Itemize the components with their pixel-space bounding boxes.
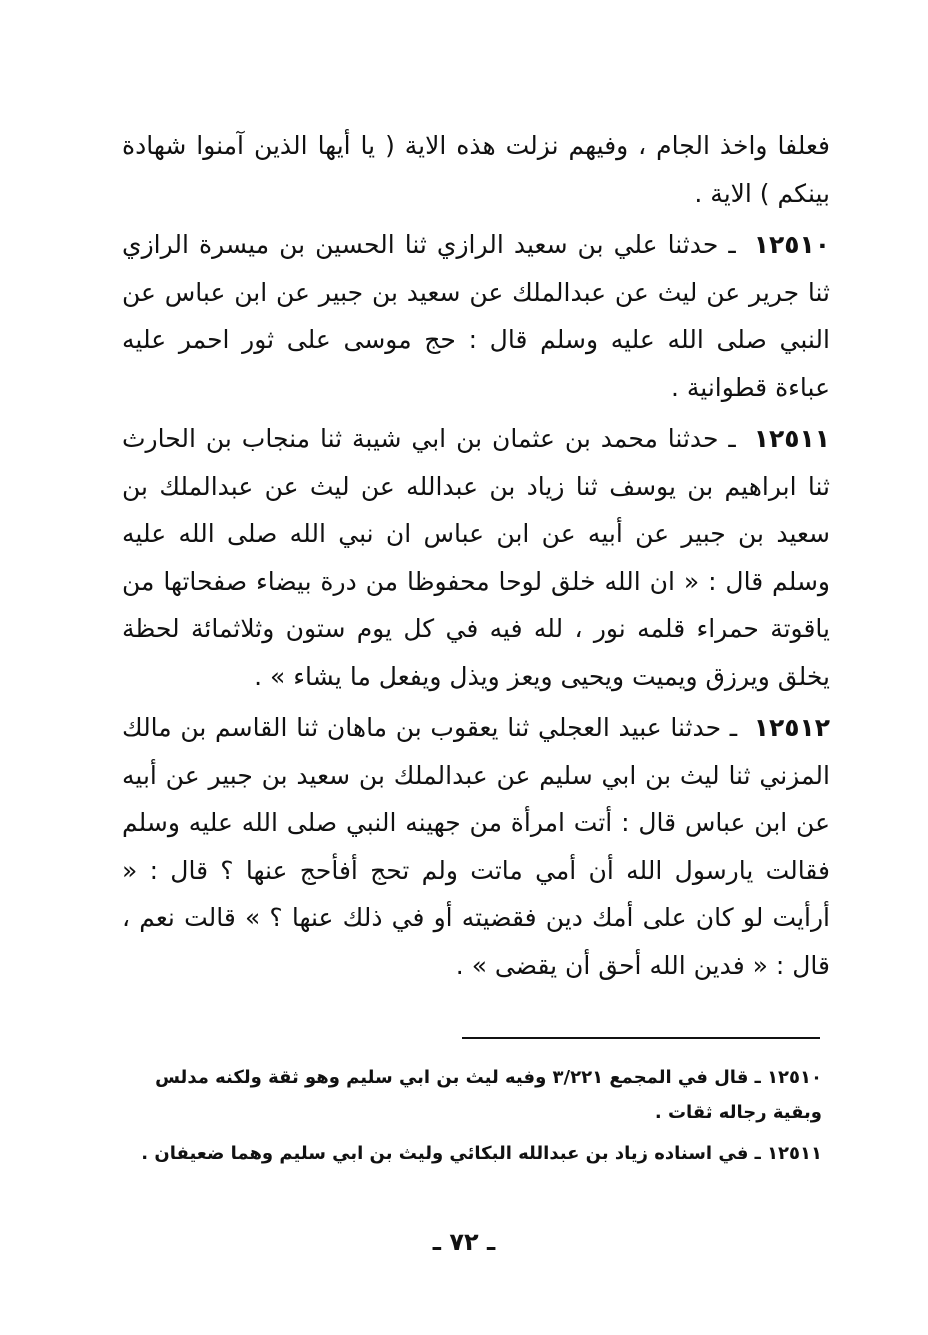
page-number: ـ ٧٢ ـ xyxy=(432,1228,496,1256)
footnote-number: ١٢٥١١ xyxy=(767,1143,822,1164)
hadith-12511 xyxy=(122,415,830,700)
hadith-12512 xyxy=(122,704,830,989)
footnote-12510 xyxy=(122,1060,822,1130)
paragraph-text: فعلفا واخذ الجام ، وفيهم نزلت هذه الاية ( يا أيها الذين آمنوا شهادة بينكم ) الاية . xyxy=(122,131,830,208)
hadith-text: ـ حدثنا عبيد العجلي ثنا يعقوب بن ماهان ثنا القاسم بن مالك المزني ثنا ليث بن ابي سليم عن عبدالملك بن سعيد بن جبير عن أبيه عن ابن عباس قال : أتت امرأة من جهينه النبي صلى الله عليه وسلم فقالت يارسول الله أن أمي ماتت ولم تحج أفأحج عنها ؟ قال : « أرأيت لو كان على أمك دين فقضيته أو في ذلك عنها ؟ » قالت نعم ، قال : « فدين الله أحق أن يقضى » . xyxy=(122,713,830,980)
footnote-number: ١٢٥١٠ xyxy=(767,1067,822,1088)
hadith-12510 xyxy=(122,221,830,411)
hadith-number: ١٢٥١٢ xyxy=(753,713,831,742)
main-text xyxy=(122,122,830,993)
footnote-text: ـ قال في المجمع ٣/٢٢١ وفيه ليث بن ابي سليم وهو ثقة ولكنه مدلس وبقية رجاله ثقات . xyxy=(155,1067,822,1123)
footnote-divider xyxy=(462,1037,820,1039)
footnote-text: ـ في اسناده زياد بن عبدالله البكائي وليث بن ابي سليم وهما ضعيفان . xyxy=(141,1143,761,1164)
footnote-12511 xyxy=(122,1136,822,1171)
footnotes xyxy=(122,1060,822,1177)
hadith-number: ١٢٥١٠ xyxy=(753,230,830,259)
paragraph-intro xyxy=(122,122,830,217)
hadith-text: ـ حدثنا علي بن سعيد الرازي ثنا الحسين بن ميسرة الرازي ثنا جرير عن ليث عن عبدالملك عن سعيد بن جبير عن ابن عباس عن النبي صلى الله عليه وسلم قال : حج موسى على ثور احمر عليه عباءة قطوانية . xyxy=(122,230,830,402)
hadith-text: ـ حدثنا محمد بن عثمان بن ابي شيبة ثنا منجاب بن الحارث ثنا ابراهيم بن يوسف ثنا زياد بن عبدالله عن ليث عن عبدالملك بن سعيد بن جبير عن أبيه عن ابن عباس ان نبي الله صلى الله عليه وسلم قال : « ان الله خلق لوحا محفوظا من درة بيضاء صفحاتها من ياقوتة حمراء قلمه نور ، لله فيه في كل يوم ستون وثلاثمائة لحظة يخلق ويرزق ويميت ويحيى ويعز ويذل ويفعل ما يشاء » . xyxy=(122,424,830,691)
hadith-number: ١٢٥١١ xyxy=(753,424,830,453)
